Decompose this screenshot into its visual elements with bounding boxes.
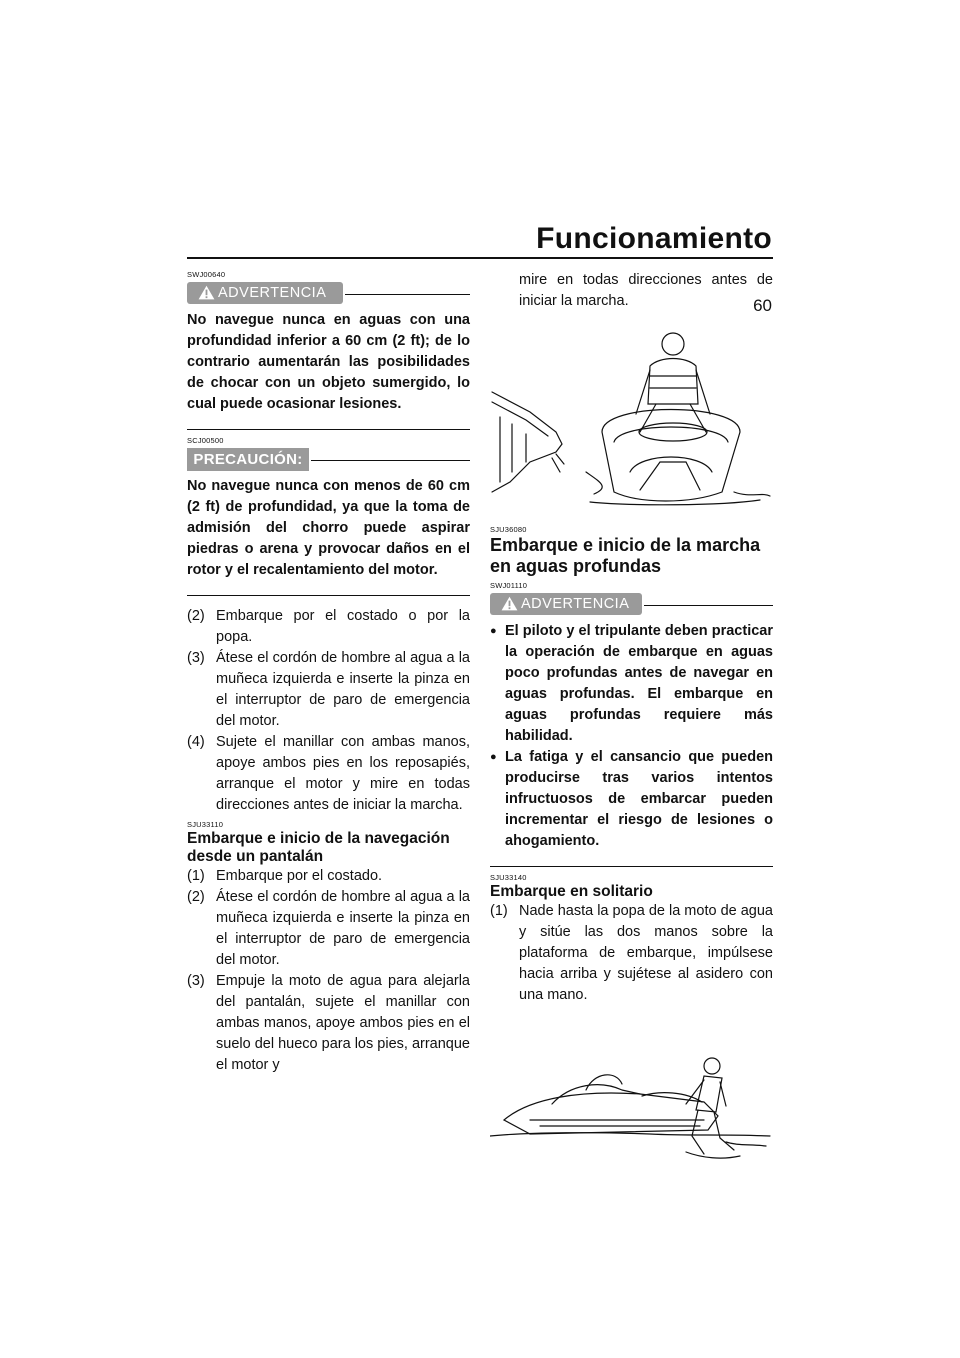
warning-badge bbox=[490, 593, 642, 615]
caution-header bbox=[187, 446, 470, 470]
step-number: (2) bbox=[187, 608, 205, 624]
section-title: Embarque en solitario bbox=[490, 883, 653, 900]
caution-code: SCJ00500 bbox=[187, 436, 224, 445]
left-column bbox=[187, 270, 470, 1076]
section-title: Embarque e inicio de la navegación desde un pantalán bbox=[187, 830, 450, 865]
warning-header-rule bbox=[345, 294, 470, 295]
warning-bullets bbox=[490, 621, 773, 852]
section-title: Embarque e inicio de la marcha en aguas profundas bbox=[490, 535, 761, 576]
step-text: Sujete el manillar con ambas manos, apoye ambos pies en los reposapiés, arranque el motor y mire en todas direcciones antes de iniciar la marcha. bbox=[216, 734, 470, 813]
bullet-text: La fatiga y el cansancio que pueden producirse tras varios intentos infructuosos de embarcar pueden incrementar el riesgo de lesiones o ahogamiento. bbox=[505, 749, 773, 849]
warning-code: SWJ01110 bbox=[490, 581, 528, 590]
rider-boarding-illustration bbox=[490, 322, 773, 507]
section-code: SJU33140 bbox=[490, 873, 527, 882]
list-item bbox=[490, 747, 773, 852]
step-number: (2) bbox=[187, 889, 205, 905]
header-rule bbox=[187, 257, 773, 259]
warning-code: SWJ00640 bbox=[187, 270, 226, 279]
step-number: (3) bbox=[187, 973, 205, 989]
right-column bbox=[490, 270, 773, 1170]
steps-list bbox=[187, 866, 470, 1076]
warning-label: ADVERTENCIA bbox=[521, 596, 630, 612]
page-number: 60 bbox=[753, 296, 772, 315]
section-code: SJU36080 bbox=[490, 525, 527, 534]
step-text: Átese el cordón de hombre al agua a la muñeca izquierda e inserte la pinza en el interruptor de paro de emergencia del motor. bbox=[216, 650, 470, 729]
warning-text: No navegue nunca en aguas con una profundidad inferior a 60 cm (2 ft); de lo contrario aumentarán las posibilidades de chocar con un objeto sumergido, lo cual puede ocasionar lesiones. bbox=[187, 312, 470, 412]
step-text: Nade hasta la popa de la moto de agua y sitúe las dos manos sobre la plataforma de embarque, impúlsese hacia arriba y sujétese al asidero con una mano. bbox=[519, 903, 773, 1003]
bullet-icon: ● bbox=[490, 625, 497, 637]
steps-list bbox=[490, 901, 773, 1006]
step-number: (4) bbox=[187, 734, 205, 750]
warning-header bbox=[187, 280, 470, 304]
caution-text: No navegue nunca con menos de 60 cm (2 ft) de profundidad, ya que la toma de admisión del chorro puede aspirar piedras o arena y provocar daños en el rotor y el recalentamiento del motor. bbox=[187, 478, 470, 578]
caution-header-rule bbox=[311, 460, 470, 461]
step-text: Embarque por el costado. bbox=[216, 868, 383, 884]
warning-triangle-icon bbox=[198, 285, 215, 300]
steps-list bbox=[187, 606, 470, 816]
list-item bbox=[187, 866, 470, 887]
list-item bbox=[490, 621, 773, 747]
warning-end-rule bbox=[187, 429, 470, 430]
step-number: (1) bbox=[187, 868, 205, 884]
list-item bbox=[187, 887, 470, 971]
warning-end-rule bbox=[490, 866, 773, 867]
stern-boarding-illustration bbox=[490, 1050, 773, 1170]
bullet-text: El piloto y el tripulante deben practicar la operación de embarque en aguas poco profundas antes de navegar en aguas profundas. El embarque en aguas profundas requiere más habilidad. bbox=[505, 623, 773, 744]
step-text: Empuje la moto de agua para alejarla del pantalán, sujete el manillar con ambas manos, apoye ambos pies en el suelo del hueco para los pies, arranque el motor y bbox=[216, 973, 470, 1073]
section-code: SJU33110 bbox=[187, 820, 224, 829]
caution-end-rule bbox=[187, 595, 470, 596]
step-text: Embarque por el costado o por la popa. bbox=[216, 608, 470, 645]
continued-step-text: mire en todas direcciones antes de iniciar la marcha. bbox=[519, 272, 773, 309]
warning-header-rule bbox=[644, 605, 773, 606]
list-item bbox=[490, 901, 773, 1006]
caution-badge: PRECAUCIÓN: bbox=[187, 448, 309, 471]
page-header-title: Funcionamiento bbox=[536, 222, 772, 255]
list-item bbox=[187, 648, 470, 732]
list-item bbox=[187, 971, 470, 1076]
step-number: (3) bbox=[187, 650, 205, 666]
warning-header bbox=[490, 591, 773, 615]
bullet-icon: ● bbox=[490, 751, 497, 763]
warning-badge bbox=[187, 282, 343, 304]
warning-label: ADVERTENCIA bbox=[218, 285, 327, 301]
warning-triangle-icon bbox=[501, 596, 518, 611]
step-number: (1) bbox=[490, 903, 508, 919]
list-item bbox=[187, 732, 470, 816]
step-text: Átese el cordón de hombre al agua a la muñeca izquierda e inserte la pinza en el interruptor de paro de emergencia del motor. bbox=[216, 889, 470, 968]
list-item bbox=[187, 606, 470, 648]
